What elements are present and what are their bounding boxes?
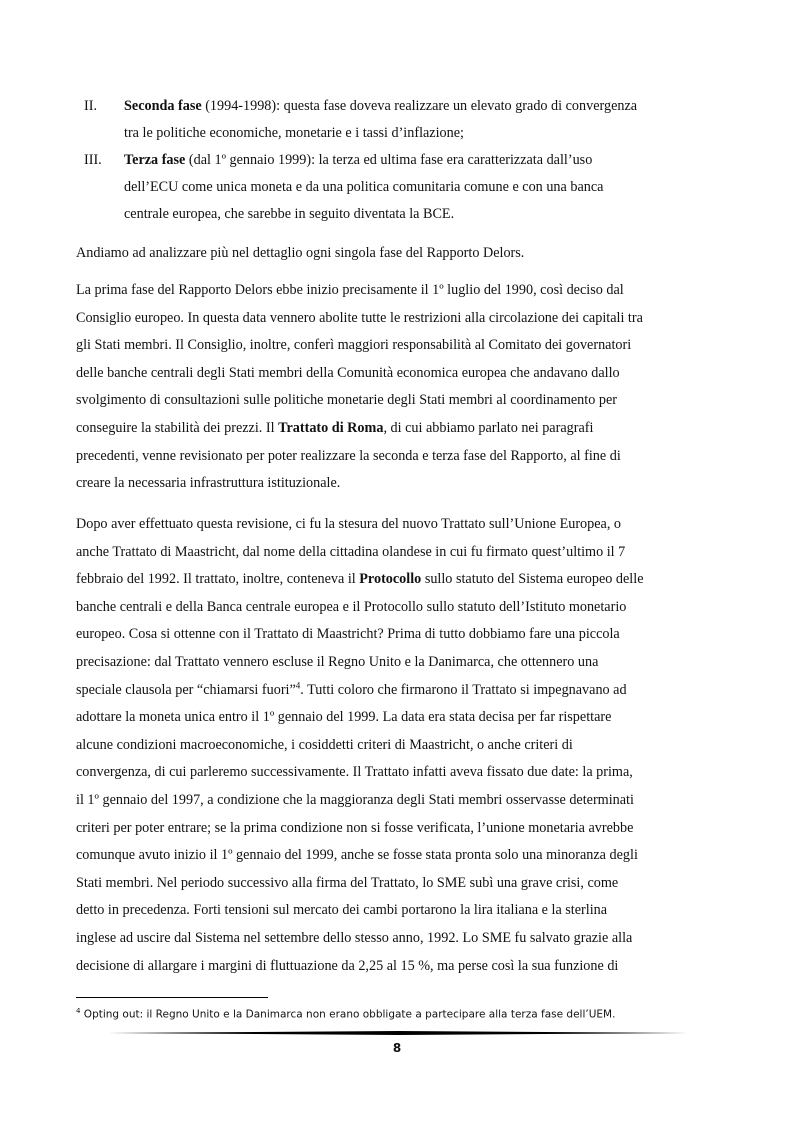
- text-segment: conseguire la stabilità dei prezzi. Il: [76, 419, 279, 436]
- text-line: inglese ad uscire dal Sistema nel settembre dello stesso anno, 1992. Lo SME fu salvato grazie alla: [76, 929, 633, 946]
- paragraph-first-phase: [76, 277, 718, 498]
- text-segment: speciale clausola per “chiamarsi fuori”: [76, 681, 296, 698]
- text-line: centrale europea, che sarebbe in seguito diventata la BCE.: [124, 206, 455, 222]
- text-line: il 1º gennaio del 1997, a condizione che la maggioranza degli Stati membri osservasse determinati: [76, 791, 634, 808]
- text-line: creare la necessaria infrastruttura istituzionale.: [76, 475, 341, 492]
- text-line: decisione di allargare i margini di fluttuazione da 2,25 al 15 %, ma perse così la sua funzione di: [76, 957, 619, 974]
- footnote-reference[interactable]: 4: [295, 679, 301, 690]
- text-line: (dal 1º gennaio 1999): la terza ed ultima fase era caratterizzata dall’uso: [185, 152, 593, 168]
- phase-title: Terza fase: [124, 152, 186, 168]
- text-line: europeo. Cosa si ottenne con il Trattato di Maastricht? Prima di tutto dobbiamo fare una piccola: [76, 626, 620, 643]
- bold-term-protocollo: Protocollo: [359, 571, 422, 588]
- text-line: (1994-1998): questa fase doveva realizzare un elevato grado di convergenza: [201, 98, 638, 114]
- list-numeral: II.: [84, 98, 97, 114]
- text-line: svolgimento di consultazioni sulle politiche monetarie degli Stati membri al coordinamento per: [76, 392, 617, 409]
- list-item-phase-3: [76, 147, 716, 228]
- footnote: [76, 1004, 615, 1022]
- text-line: detto in precedenza. Forti tensioni sul mercato dei cambi portarono la lira italiana e la sterlina: [76, 902, 608, 919]
- text-line: delle banche centrali degli Stati membri della Comunità economica europea che andavano dallo: [76, 364, 620, 381]
- page-number: 8: [392, 1041, 402, 1055]
- text-line: convergenza, di cui parleremo successivamente. Il Trattato infatti aveva fissato due date: la prima,: [76, 764, 633, 781]
- text-line: anche Trattato di Maastricht, dal nome della cittadina olandese in cui fu firmato quest’ultimo il 7: [76, 543, 626, 560]
- text-line: banche centrali e della Banca centrale europea e il Protocollo sullo statuto dell’Istituto monetario: [76, 598, 627, 615]
- text-line: Stati membri. Nel periodo successivo alla firma del Trattato, lo SME subì una grave crisi, come: [76, 874, 619, 891]
- list-item-phase-2: [76, 93, 716, 147]
- intro-paragraph: [76, 240, 718, 268]
- text-segment: sullo statuto del Sistema europeo delle: [421, 571, 644, 588]
- text-line: precedenti, venne revisionato per poter realizzare la seconda e terza fase del Rapporto, al fine di: [76, 447, 621, 464]
- footer-divider: [108, 1031, 688, 1035]
- text-segment: febbraio del 1992. Il trattato, inoltre, conteneva il: [76, 571, 360, 588]
- phase-list: [76, 93, 716, 228]
- text-line: precisazione: dal Trattato vennero escluse il Regno Unito e la Danimarca, che ottennero una: [76, 653, 599, 670]
- text-line: dell’ECU come unica moneta e da una politica comunitaria comune e con una banca: [124, 179, 604, 195]
- text-line: gli Stati membri. Il Consiglio, inoltre, conferì maggiori responsabilità al Comitato dei governatori: [76, 337, 632, 354]
- text-line: Consiglio europeo. In questa data vennero abolite tutte le restrizioni alla circolazione dei capitali tra: [76, 309, 643, 326]
- text-line: La prima fase del Rapporto Delors ebbe inizio precisamente il 1º luglio del 1990, così deciso dal: [76, 282, 624, 298]
- text-line: Andiamo ad analizzare più nel dettaglio ogni singola fase del Rapporto Delors.: [76, 245, 525, 261]
- phase-title: Seconda fase: [124, 98, 202, 114]
- text-segment: , di cui abbiamo parlato nei paragrafi: [383, 419, 594, 436]
- paragraph-maastricht: [76, 511, 718, 980]
- text-line: comunque avuto inizio il 1º gennaio del 1999, anche se fosse stata pronta solo una minoranza degli: [76, 847, 638, 864]
- footnote-number: 4: [76, 1007, 81, 1015]
- text-line: adottare la moneta unica entro il 1º gennaio del 1999. La data era stata decisa per far rispettare: [76, 709, 612, 726]
- footnote-text: Opting out: il Regno Unito e la Danimarca non erano obbligate a partecipare alla terza fase dell’UEM.: [80, 1008, 616, 1021]
- text-line: Dopo aver effettuato questa revisione, ci fu la stesura del nuovo Trattato sull’Unione Europea, o: [76, 516, 622, 532]
- footnote-separator: [76, 997, 268, 998]
- text-line: tra le politiche economiche, monetarie e i tassi d’inflazione;: [124, 125, 464, 141]
- text-line: alcune condizioni macroeconomiche, i cosiddetti criteri di Maastricht, o anche criteri di: [76, 736, 573, 753]
- text-line: criteri per poter entrare; se la prima condizione non si fosse verificata, l’unione monetaria avrebbe: [76, 819, 634, 836]
- bold-term-trattato-di-roma: Trattato di Roma: [278, 419, 384, 436]
- text-segment: . Tutti coloro che firmarono il Trattato si impegnavano ad: [300, 681, 627, 698]
- list-numeral: III.: [84, 152, 102, 168]
